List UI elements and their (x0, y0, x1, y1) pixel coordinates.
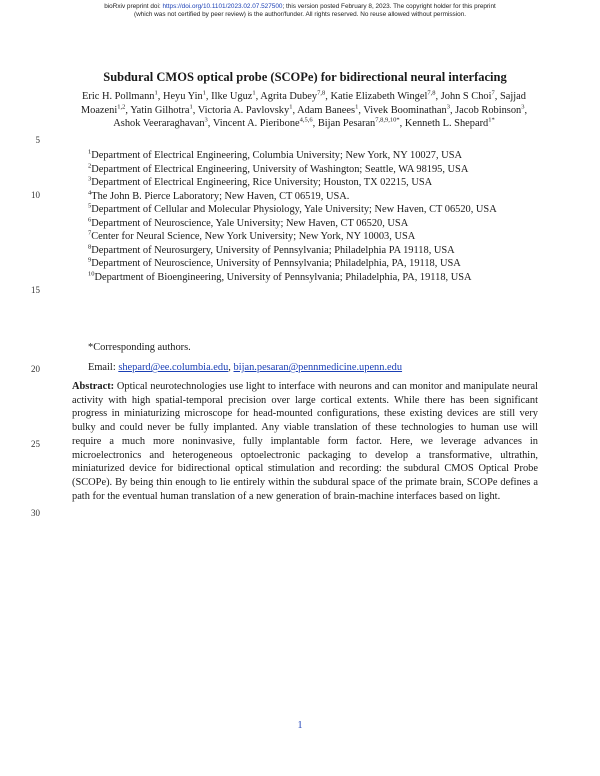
author-affiliation-marker: 7,8,9,10* (375, 116, 400, 124)
affiliation-item: $^8$Department of Neurosurgery, University of Pennsylvania; Philadelphia PA 19118, USA (88, 243, 455, 256)
abstract (72, 380, 538, 503)
author-name: Bijan Pesaran (317, 118, 376, 130)
author-name: Ashok Veeraraghavan (113, 118, 205, 130)
doi-link[interactable]: https://doi.org/10.1101/2023.02.07.527500 (162, 3, 283, 10)
author-name: Sajjad Moazeni (80, 91, 526, 116)
email-separator: , (228, 362, 234, 373)
author-affiliation-marker: 4,5,6 (299, 116, 313, 124)
author-affiliation-marker: 1,2 (117, 103, 126, 111)
affiliation-item: $^2$Department of Electrical Engineering, University of Washington; Seattle, WA 98195, USA (88, 162, 469, 175)
line-number: 25 (31, 439, 40, 449)
paper-title: Subdural CMOS optical probe (SCOPe) for bidirectional neural interfacing (103, 70, 507, 84)
author-name: Ilke Uguz (211, 91, 253, 102)
author-name: John S Choi (440, 91, 492, 102)
author-affiliation-marker: 1* (488, 116, 495, 124)
page-number: 1 (297, 720, 303, 731)
affiliation-item: $^9$Department of Neuroscience, University of Pennsylvania; Philadelphia, PA, 19118, USA (88, 256, 461, 269)
affiliation-item: $^6$Department of Neuroscience, Yale University; New Haven, CT 06520, USA (88, 216, 409, 229)
author-name: Victoria A. Pavlovsky (197, 104, 290, 116)
abstract-text: Optical neurotechnologies use light to interface with neurons and can monitor and manipulate neural activity with high spatial-temporal precision over large cortical extents. While there has been significant progress in miniaturizing microscope for head-mounted configurations, these existing devices are still very bulky and could never be fully implanted. Any viable translation of these technologies to human use will require a much more noninvasive, fully implantable form factor. Here, we leverage advances in microelectronics and heterogeneous optoelectronic packaging to develop a transformative, ultrathin, miniaturized device for bidirectional optical stimulation and recording: the subdural CMOS Optical Probe (SCOPe). By being thin enough to lie entirely within the subdural space of the primate brain, SCOPe defines a path for the eventual human translation of a new generation of brain-machine interfaces based on light. (72, 381, 538, 502)
author-list: Eric H. Pollmann$^1$, Heyu Yin$^1$, Ilke Uguz$^1$, Agrita Dubey$^{7,8}$, Katie Elizabeth Wingel$^{7,8}$, John S Choi$^7$, Sajjad Moazeni$^{1,2}$, Yatin Gilhotra$^1$, Victoria A. Pavlovsky$^1$, Adam Banees$^1$, Vivek Boominathan$^3$, Jacob Robinson$^3$, Ashok Veeraraghavan$^3$, Vincent A. Pieribone$^{4,5,6}$, Bijan Pesaran$^{7,8,9,10*}$, Kenneth L. Shepard$^{1*}$ (80, 89, 528, 130)
abstract-label: Abstract: (72, 381, 115, 392)
preprint-header-line1 (0, 3, 600, 11)
affiliation-list (88, 149, 538, 284)
author-affiliation-marker: 7 (491, 89, 495, 97)
author-name: Adam Banees (297, 104, 356, 116)
author-name: Vincent A. Pieribone (212, 118, 300, 130)
author-name: Jacob Robinson (455, 104, 522, 116)
line-number: 10 (31, 190, 40, 200)
author-affiliation-marker: 1 (289, 103, 293, 111)
author-name: Heyu Yin (162, 91, 203, 102)
author-affiliation-marker: 1 (202, 89, 206, 97)
line-number: 5 (35, 135, 40, 145)
header-prefix: bioRxiv preprint doi: (104, 3, 163, 10)
affiliation-item: $^4$The John B. Pierce Laboratory; New Haven, CT 06519, USA. (88, 189, 350, 202)
affiliation-item: $^7$Center for Neural Science, New York University; New York, NY 10003, USA (88, 229, 416, 242)
author-affiliation-marker: 7,8 (317, 89, 326, 97)
author-affiliation-marker: 7,8 (427, 89, 436, 97)
line-number: 20 (31, 364, 40, 374)
author-name: Agrita Dubey (260, 91, 318, 102)
header-suffix: ; this version posted February 8, 2023. The copyright holder for this preprint (282, 3, 496, 10)
author-affiliation-marker: 1 (252, 89, 256, 97)
author-affiliation-marker: 3 (204, 116, 208, 124)
author-affiliation-marker: 1 (189, 103, 193, 111)
affiliation-item: $^1$Department of Electrical Engineering, Columbia University; New York, NY 10027, USA (88, 148, 462, 161)
line-number: 30 (31, 508, 40, 518)
affiliation-item: $^3$Department of Electrical Engineering, Rice University; Houston, TX 02215, USA (88, 175, 433, 188)
author-name: Vivek Boominathan (363, 104, 447, 116)
author-affiliation-marker: 3 (521, 103, 525, 111)
affiliation-item: $^5$Department of Cellular and Molecular Physiology, Yale University; New Haven, CT 06520, USA (88, 202, 497, 215)
line-number: 15 (31, 285, 40, 295)
author-affiliation-marker: 1 (355, 103, 359, 111)
author-name: Kenneth L. Shepard (404, 118, 489, 130)
author-affiliation-marker: 3 (446, 103, 450, 111)
author-name: Eric H. Pollmann (82, 91, 155, 102)
email-line (88, 362, 402, 373)
email-link-shepard[interactable]: shepard@ee.columbia.edu (118, 362, 229, 373)
affiliation-item: $^{10}$Department of Bioengineering, University of Pennsylvania; Philadelphia, PA, 19118, USA (88, 270, 472, 283)
author-name: Yatin Gilhotra (130, 104, 190, 116)
email-link-pesaran[interactable]: bijan.pesaran@pennmedicine.upenn.edu (233, 362, 403, 373)
author-affiliation-marker: 1 (154, 89, 158, 97)
author-name: Katie Elizabeth Wingel (330, 91, 428, 102)
email-label: Email: (88, 362, 119, 373)
corresponding-note: *Corresponding authors. (88, 342, 191, 353)
preprint-header-line2: (which was not certified by peer review) is the author/funder. All rights reserved. No reuse allowed without permission. (133, 11, 467, 18)
